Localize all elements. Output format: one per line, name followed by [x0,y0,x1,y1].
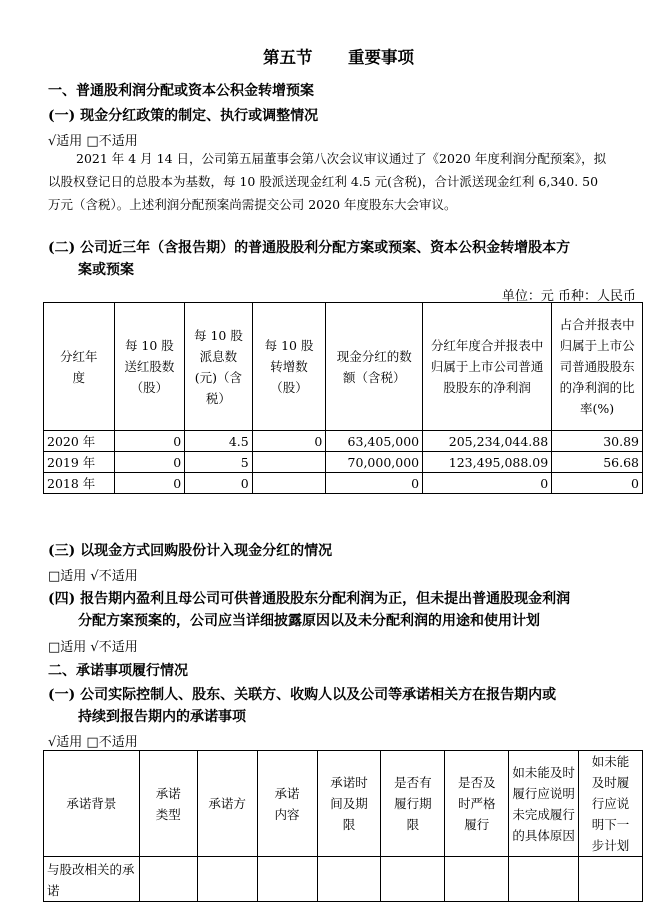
part2-heading: 二、承诺事项履行情况 [48,663,188,679]
part1-heading: 一、普通股利润分配或资本公积金转增预案 [48,83,314,99]
cell-ratio: 30.89 [552,431,643,452]
sub1-para-line3: 万元（含税）。上述利润分配预案尚需提交公司 2020 年度股东大会审议。 [48,197,457,212]
cell-net-profit: 0 [423,473,552,494]
cell-cash: 0 [185,473,253,494]
cell-year: 2018 年 [44,473,115,494]
header-has-deadline: 是否有履行期限 [381,751,445,857]
sub1-para-line2: 以股权登记日的总股本为基数，每 10 股派送现金红利 4.5 元(含税)，合计派送现金红利 6,340. 50 [48,174,599,189]
cell-transfer: 0 [252,431,326,452]
sub4-heading-line2: 分配方案预案的，公司应当详细披露原因以及未分配利润的用途和使用计划 [78,613,540,629]
table-row [44,857,643,902]
cell-cash: 4.5 [185,431,253,452]
cell-bonus: 0 [114,431,185,452]
header-background: 承诺背景 [44,751,140,857]
cell-net-profit: 205,234,044.88 [423,431,552,452]
header-amount: 现金分红的数额（含税） [326,303,423,431]
part2-sub1-options: √适用 □不适用 [48,735,138,750]
cell-transfer [252,473,326,494]
sub1-heading: (一) 现金分红政策的制定、执行或调整情况 [48,108,319,124]
section-title: 重要事项 [348,48,414,67]
cell-ratio: 56.68 [552,452,643,473]
header-type: 承诺类型 [139,751,197,857]
header-year: 分红年度 [44,303,115,431]
cell-transfer [252,452,326,473]
table-row [44,431,643,452]
cell-year: 2020 年 [44,431,115,452]
cell-ratio: 0 [552,473,643,494]
cell-net-profit: 123,495,088.09 [423,452,552,473]
part2-sub1-heading-line2: 持续到报告期内的承诺事项 [78,709,246,725]
cell-amount: 0 [326,473,423,494]
header-net-profit: 分红年度合并报表中归属于上市公司普通股股东的净利润 [423,303,552,431]
sub4-options: □适用 √不适用 [48,640,138,655]
sub3-options: □适用 √不适用 [48,569,138,584]
header-strict: 是否及时严格履行 [445,751,509,857]
sub4-heading-line1: (四) 报告期内盈利且母公司可供普通股股东分配利润为正，但未提出普通股现金利润 [48,591,571,607]
cell-cash: 5 [185,452,253,473]
table-row [44,473,643,494]
sub3-heading: (三) 以现金方式回购股份计入现金分红的情况 [48,543,333,559]
cell-amount: 63,405,000 [326,431,423,452]
sub1-para-line1: 2021 年 4 月 14 日，公司第五届董事会第八次会议审议通过了《2020 年度利润分配预案》，拟 [76,151,607,166]
commitment-table [43,750,643,902]
header-bonus: 每 10 股送红股数（股） [114,303,185,431]
header-party: 承诺方 [197,751,257,857]
cell-year: 2019 年 [44,452,115,473]
header-ratio: 占合并报表中归属于上市公司普通股股东的净利润的比率(%) [552,303,643,431]
header-transfer: 每 10 股转增数（股） [252,303,326,431]
header-plan: 如未能及时履行应说明下一步计划 [579,751,643,857]
dividend-table [43,302,643,494]
cell-bonus: 0 [114,452,185,473]
sub2-heading-line2: 案或预案 [78,262,134,278]
header-cash: 每 10 股派息数(元)（含税） [185,303,253,431]
section-number: 第五节 [263,48,313,67]
unit-label: 单位：元 币种：人民币 [501,289,636,304]
table-row [44,452,643,473]
sub1-options: √适用 □不适用 [48,134,138,149]
header-reason: 如未能及时履行应说明未完成履行的具体原因 [509,751,579,857]
sub2-heading-line1: (二) 公司近三年（含报告期）的普通股股利分配方案或预案、资本公积金转增股本方 [48,240,571,256]
header-content: 承诺内容 [257,751,317,857]
header-period: 承诺时间及期限 [317,751,381,857]
cell-background: 与股改相关的承诺 [44,857,140,902]
part2-sub1-heading-line1: (一) 公司实际控制人、股东、关联方、收购人以及公司等承诺相关方在报告期内或 [48,687,557,703]
cell-bonus: 0 [114,473,185,494]
cell-amount: 70,000,000 [326,452,423,473]
